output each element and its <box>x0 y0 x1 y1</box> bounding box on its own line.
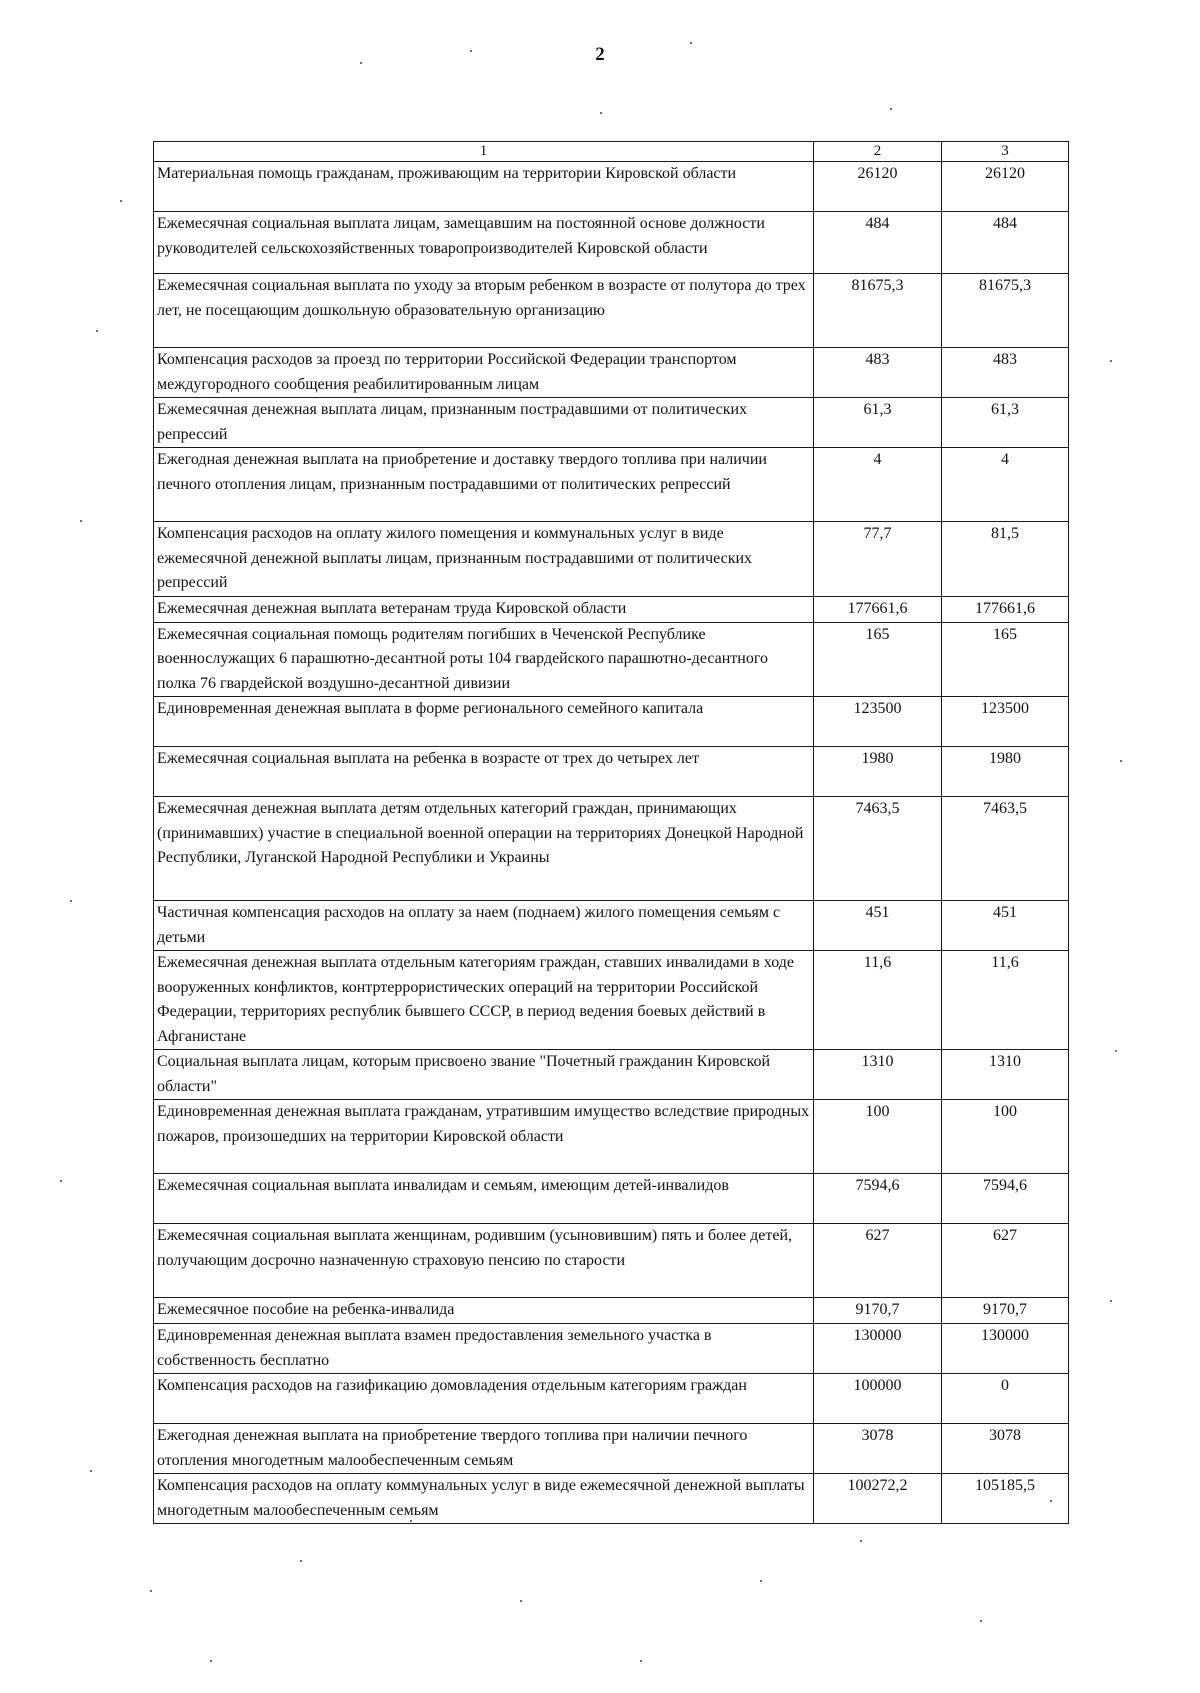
speck <box>360 62 362 64</box>
table-row <box>154 797 1069 901</box>
row-description: Материальная помощь гражданам, проживающим на территории Кировской области <box>154 162 814 212</box>
table-row <box>154 901 1069 951</box>
row-value-col3: 7463,5 <box>942 797 1069 901</box>
row-description: Ежемесячная социальная выплата по уходу за вторым ребенком в возрасте от полутора до трех лет, не посещающим дошкольную образовательную организацию <box>154 274 814 348</box>
row-value-col3: 105185,5 <box>942 1474 1069 1524</box>
row-value-col3: 130000 <box>942 1324 1069 1374</box>
header-cell-3: 3 <box>942 142 1069 162</box>
speck <box>860 1540 862 1542</box>
row-value-col3: 484 <box>942 212 1069 274</box>
speck <box>690 42 692 44</box>
row-description: Ежегодная денежная выплата на приобретение и доставку твердого топлива при наличии печного отопления лицам, признанным пострадавшими от политических репрессий <box>154 448 814 522</box>
row-value-col3: 1310 <box>942 1050 1069 1100</box>
row-description: Ежемесячная социальная выплата женщинам, родившим (усыновившим) пять и более детей, получающим досрочно назначенную страховую пенсию по старости <box>154 1224 814 1298</box>
row-description: Компенсация расходов на оплату жилого помещения и коммунальных услуг в виде ежемесячной денежной выплаты лицам, признанным пострадавшими от политических репрессий <box>154 522 814 597</box>
table-row <box>154 274 1069 348</box>
table-row <box>154 596 1069 622</box>
row-value-col2: 165 <box>814 622 942 697</box>
row-value-col2: 1310 <box>814 1050 942 1100</box>
row-description: Ежемесячная социальная помощь родителям погибших в Чеченской Республике военнослужащих 6 парашютно-десантной роты 104 гвардейского парашютно-десантного полка 76 гвардейской воздушно-десантной дивизии <box>154 622 814 697</box>
row-value-col2: 9170,7 <box>814 1298 942 1324</box>
speck <box>1110 1300 1112 1302</box>
row-value-col3: 81,5 <box>942 522 1069 597</box>
row-description: Единовременная денежная выплата в форме регионального семейного капитала <box>154 697 814 747</box>
row-value-col2: 100 <box>814 1100 942 1174</box>
table-row <box>154 162 1069 212</box>
row-value-col3: 11,6 <box>942 951 1069 1050</box>
row-value-col2: 627 <box>814 1224 942 1298</box>
row-value-col2: 4 <box>814 448 942 522</box>
row-value-col2: 100000 <box>814 1374 942 1424</box>
row-value-col3: 81675,3 <box>942 274 1069 348</box>
row-value-col3: 61,3 <box>942 398 1069 448</box>
row-value-col2: 81675,3 <box>814 274 942 348</box>
row-value-col2: 3078 <box>814 1424 942 1474</box>
table-row <box>154 697 1069 747</box>
row-description: Ежемесячная денежная выплата детям отдельных категорий граждан, принимающих (принимавших) участие в специальной военной операции на территориях Донецкой Народной Республики, Луганской Народной Республики и Украины <box>154 797 814 901</box>
speck <box>70 900 72 902</box>
speck <box>60 1180 62 1182</box>
row-description: Частичная компенсация расходов на оплату за наем (поднаем) жилого помещения семьям с детьми <box>154 901 814 951</box>
table-row <box>154 212 1069 274</box>
row-description: Социальная выплата лицам, которым присвоено звание "Почетный гражданин Кировской области" <box>154 1050 814 1100</box>
row-description: Ежемесячное пособие на ребенка-инвалида <box>154 1298 814 1324</box>
row-value-col2: 451 <box>814 901 942 951</box>
table-header-row <box>154 142 1069 162</box>
row-value-col2: 100272,2 <box>814 1474 942 1524</box>
speck <box>1120 760 1122 762</box>
table-row <box>154 448 1069 522</box>
table-row <box>154 1050 1069 1100</box>
row-value-col2: 130000 <box>814 1324 942 1374</box>
row-value-col3: 123500 <box>942 697 1069 747</box>
row-value-col3: 3078 <box>942 1424 1069 1474</box>
speck <box>410 1520 412 1522</box>
table-row <box>154 398 1069 448</box>
row-value-col2: 484 <box>814 212 942 274</box>
row-description: Ежемесячная социальная выплата на ребенка в возрасте от трех до четырех лет <box>154 747 814 797</box>
speck <box>96 330 98 332</box>
speck <box>1115 1050 1117 1052</box>
table-row <box>154 522 1069 597</box>
row-value-col2: 123500 <box>814 697 942 747</box>
table-row <box>154 1100 1069 1174</box>
row-value-col3: 627 <box>942 1224 1069 1298</box>
row-value-col3: 26120 <box>942 162 1069 212</box>
table-row <box>154 747 1069 797</box>
table-row <box>154 1298 1069 1324</box>
row-value-col2: 177661,6 <box>814 596 942 622</box>
row-description: Ежемесячная денежная выплата лицам, признанным пострадавшими от политических репрессий <box>154 398 814 448</box>
row-description: Компенсация расходов на газификацию домовладения отдельным категориям граждан <box>154 1374 814 1424</box>
row-description: Компенсация расходов на оплату коммунальных услуг в виде ежемесячной денежной выплаты многодетным малообеспеченным семьям <box>154 1474 814 1524</box>
row-description: Ежемесячная денежная выплата ветеранам труда Кировской области <box>154 596 814 622</box>
table-row <box>154 622 1069 697</box>
table-row <box>154 1224 1069 1298</box>
row-description: Ежемесячная социальная выплата лицам, замещавшим на постоянной основе должности руководителей сельскохозяйственных товаропроизводителей Кировской области <box>154 212 814 274</box>
row-value-col2: 26120 <box>814 162 942 212</box>
table-row <box>154 1474 1069 1524</box>
row-value-col3: 177661,6 <box>942 596 1069 622</box>
table-row <box>154 1174 1069 1224</box>
speck <box>520 1600 522 1602</box>
speck <box>300 1560 302 1562</box>
speck <box>120 200 122 202</box>
table-row <box>154 1424 1069 1474</box>
speck <box>80 520 82 522</box>
row-value-col2: 483 <box>814 348 942 398</box>
row-value-col3: 1980 <box>942 747 1069 797</box>
budget-table <box>153 141 1069 1524</box>
row-value-col2: 1980 <box>814 747 942 797</box>
speck <box>890 108 892 110</box>
row-description: Ежегодная денежная выплата на приобретение твердого топлива при наличии печного отопления многодетным малообеспеченным семьям <box>154 1424 814 1474</box>
speck <box>1110 360 1112 362</box>
row-value-col3: 0 <box>942 1374 1069 1424</box>
row-description: Единовременная денежная выплата взамен предоставления земельного участка в собственность бесплатно <box>154 1324 814 1374</box>
row-value-col2: 61,3 <box>814 398 942 448</box>
row-value-col2: 11,6 <box>814 951 942 1050</box>
table-row <box>154 348 1069 398</box>
speck <box>90 1470 92 1472</box>
speck <box>980 1620 982 1622</box>
table-row <box>154 1374 1069 1424</box>
table-row <box>154 1324 1069 1374</box>
row-value-col3: 4 <box>942 448 1069 522</box>
header-cell-1: 1 <box>154 142 814 162</box>
row-value-col3: 165 <box>942 622 1069 697</box>
speck <box>1050 1500 1052 1502</box>
header-cell-2: 2 <box>814 142 942 162</box>
row-description: Единовременная денежная выплата гражданам, утратившим имущество вследствие природных пожаров, произошедших на территории Кировской области <box>154 1100 814 1174</box>
row-value-col3: 100 <box>942 1100 1069 1174</box>
speck <box>640 1660 642 1662</box>
row-value-col3: 483 <box>942 348 1069 398</box>
row-description: Ежемесячная денежная выплата отдельным категориям граждан, ставших инвалидами в ходе вооруженных конфликтов, контртеррористических операций на территории Российской Федерации, территориях республик бывшего СССР, в период ведения боевых действий в Афганистане <box>154 951 814 1050</box>
page-number: 2 <box>595 44 605 65</box>
row-value-col3: 451 <box>942 901 1069 951</box>
speck <box>150 1590 152 1592</box>
row-value-col2: 7463,5 <box>814 797 942 901</box>
speck <box>470 50 472 52</box>
row-value-col2: 7594,6 <box>814 1174 942 1224</box>
row-value-col2: 77,7 <box>814 522 942 597</box>
row-description: Компенсация расходов за проезд по территории Российской Федерации транспортом междугородного сообщения реабилитированным лицам <box>154 348 814 398</box>
speck <box>760 1580 762 1582</box>
speck <box>600 112 602 114</box>
row-value-col3: 7594,6 <box>942 1174 1069 1224</box>
row-description: Ежемесячная социальная выплата инвалидам и семьям, имеющим детей-инвалидов <box>154 1174 814 1224</box>
speck <box>210 1660 212 1662</box>
row-value-col3: 9170,7 <box>942 1298 1069 1324</box>
table-row <box>154 951 1069 1050</box>
